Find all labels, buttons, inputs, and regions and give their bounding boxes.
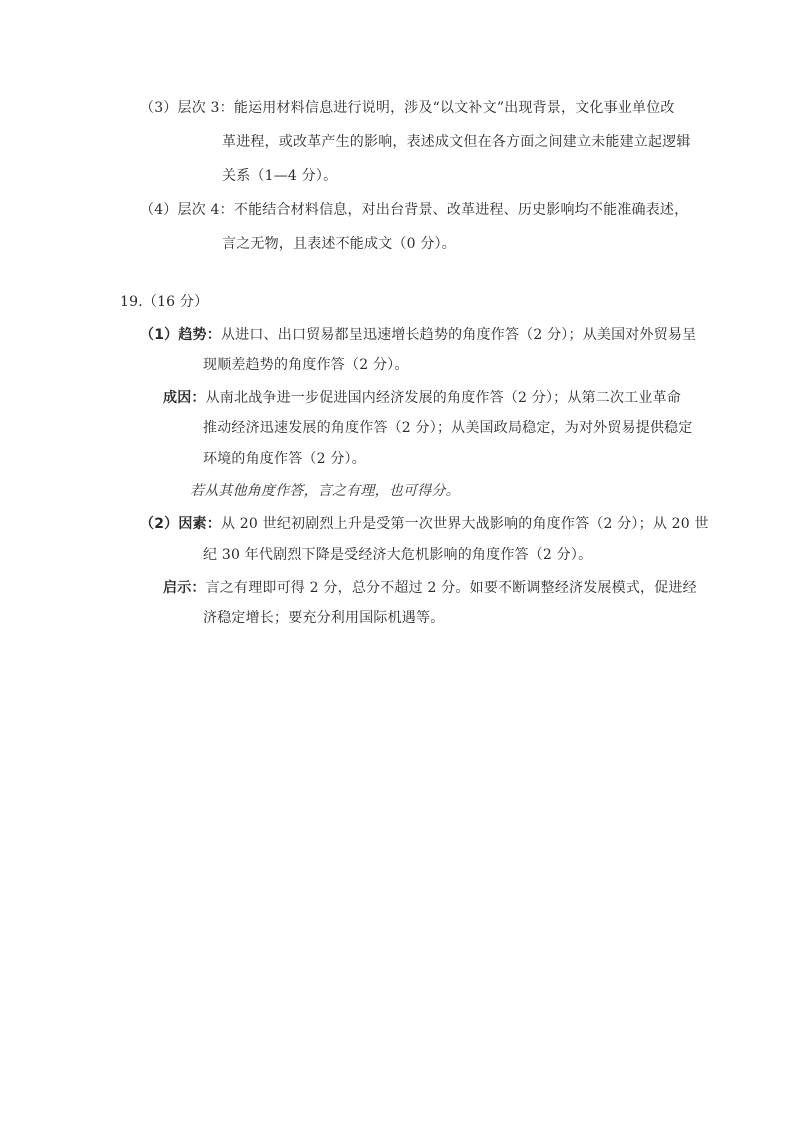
- level-4-text-1: 不能结合材料信息，对出台背景、改革进程、历史影响均不能准确表述，: [233, 202, 689, 218]
- q19-cause-text-1: 从南北战争进一步促进国内经济发展的角度作答（2 分）；从第二次工业革命: [205, 390, 681, 406]
- level-3-line-2: 革进程，或改革产生的影响，表述成文但在各方面之间建立未能建立起逻辑: [222, 134, 691, 150]
- level-3-text-1: 能运用材料信息进行说明，涉及“以文补文”出现背景，文化事业单位改: [233, 100, 675, 116]
- level-3-line-3: 关系（1—4 分）。: [222, 168, 338, 184]
- level-4-line-2: 言之无物，且表述不能成文（0 分）。: [222, 236, 456, 252]
- q19-scoring-note: 若从其他角度作答，言之有理，也可得分。: [190, 483, 460, 499]
- q19-cause-line-3: 环境的角度作答（2 分）。: [203, 451, 366, 467]
- q19-part2-label: （2）因素：: [140, 516, 221, 532]
- q19-part1-text-1: 从进口、出口贸易都呈迅速增长趋势的角度作答（2 分）；从美国对外贸易呈: [220, 327, 697, 343]
- level-4-line-1: [140, 200, 688, 220]
- q19-insight-label: 启示：: [163, 580, 206, 596]
- q19-part2-line-1: [140, 514, 709, 534]
- level-3-label: （3）层次 3：: [140, 100, 234, 116]
- question-19-heading: 19.（16 分）: [120, 294, 209, 310]
- q19-part1-line-1: [140, 325, 696, 345]
- q19-cause-line-2: 推动经济迅速发展的角度作答（2 分）；从美国政局稳定，为对外贸易提供稳定: [203, 420, 693, 436]
- q19-part1-label: （1）趋势：: [140, 327, 221, 343]
- q19-part2-line-2: 纪 30 年代剧烈下降是受经济大危机影响的角度作答（2 分）。: [203, 547, 593, 563]
- q19-part2-text-1: 从 20 世纪初剧烈上升是受第一次世界大战影响的角度作答（2 分）；从 20 世: [220, 516, 709, 532]
- q19-insight-line-2: 济稳定增长；要充分利用国际机遇等。: [203, 610, 445, 626]
- q19-cause-label: 成因：: [163, 390, 206, 406]
- q19-cause-line-1: [163, 388, 681, 408]
- level-4-label: （4）层次 4：: [140, 202, 234, 218]
- q19-insight-text-1: 言之有理即可得 2 分，总分不超过 2 分。如要不断调整经济发展模式，促进经: [205, 580, 697, 596]
- level-3-line-1: [140, 98, 675, 118]
- q19-insight-line-1: [163, 578, 697, 598]
- q19-part1-line-2: 现顺差趋势的角度作答（2 分）。: [203, 357, 409, 373]
